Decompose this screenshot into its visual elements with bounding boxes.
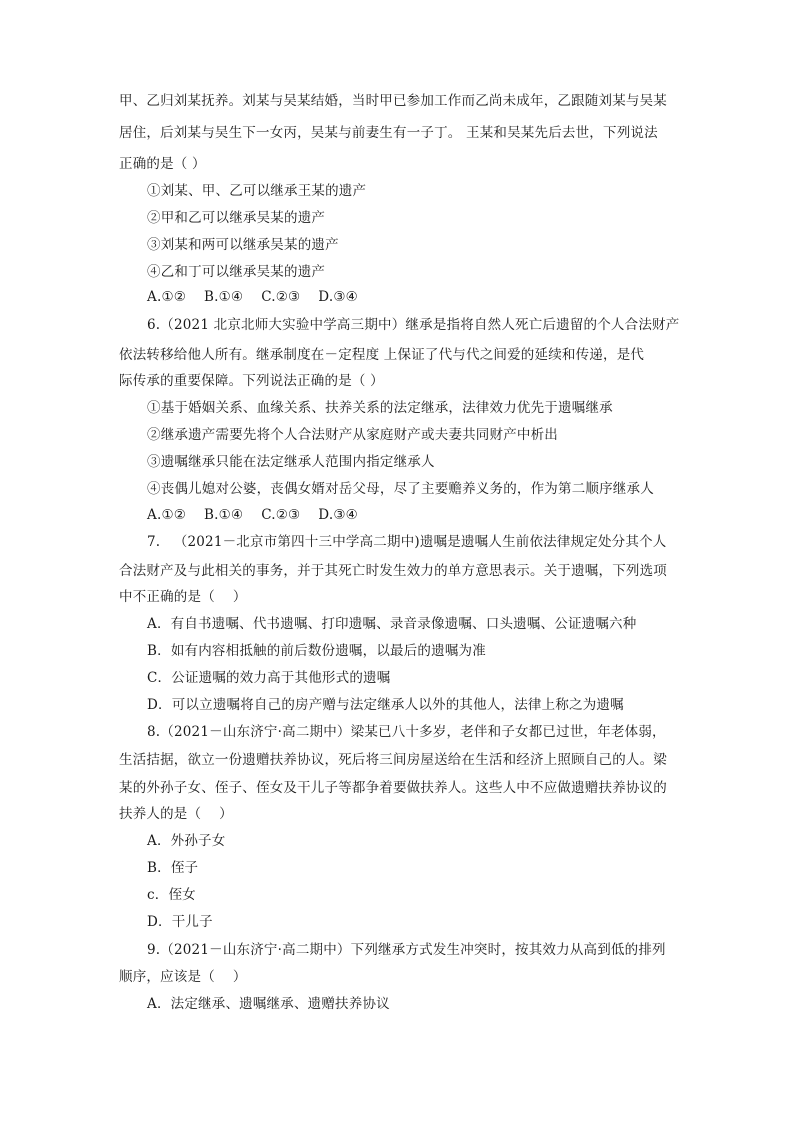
q7-option-b: B．如有内容相抵触的前后数份遗嘱，以最后的遗嘱为准 [147,643,486,659]
q8-option-c: c．侄女 [147,887,196,903]
q5-statement-1: ①刘某、甲、乙可以继承王某的遗产 [147,183,367,199]
q8-option-b: B．侄子 [147,860,199,876]
q6-stem-line-1: 6.（2021 北京北师大实验中学高三期中）继承是指将自然人死亡后遗留的个人合法财产 [147,317,680,333]
q5-options: A.①② B.①④ C.②③ D.③④ [147,289,358,305]
q5-statement-4: ④乙和丁可以继承吴某的遗产 [147,264,326,280]
q6-statement-2: ②继承遗产需要先将个人合法财产从家庭财产或夫妻共同财产中析出 [147,427,558,443]
q6-statement-4: ④丧偶儿媳对公婆，丧偶女婿对岳父母，尽了主要赡养义务的，作为第二顺序继承人 [147,481,654,497]
q7-option-a: A．有自书遗嘱、代书遗嘱、打印遗嘱、录音录像遗嘱、口头遗嘱、公证遗嘱六种 [147,616,637,632]
q7-option-d: D．可以立遗嘱将自己的房产赠与法定继承人以外的其他人，法律上称之为遗嘱 [147,697,624,713]
q8-stem-line-1: 8.（2021－山东济宁·高二期中）梁某已八十多岁，老伴和子女都已过世，年老体弱， [147,724,666,740]
q6-statement-3: ③遗嘱继承只能在法定继承人范围内指定继承人 [147,454,435,470]
q7-stem-line-2: 合法财产及与此相关的事务，并于其死亡时发生效力的单方意思表示。关于遗嘱，下列选项 [119,563,667,579]
q8-stem-line-4: 扶养人的是（ ） [119,806,233,822]
q8-option-d: D．干儿子 [147,914,213,930]
q8-stem-line-2: 生活拮据，欲立一份遗赠扶养协议，死后将三间房屋送给在生活和经济上照顾自己的人。梁 [119,752,667,768]
q5-statement-3: ③刘某和两可以继承吴某的遗产 [147,237,339,253]
q8-stem-line-3: 某的外孙子女、侄子、侄女及干儿子等都争着要做扶养人。这些人中不应做遗赠扶养协议的 [119,780,667,796]
q7-stem-line-3: 中不正确的是（ ） [119,589,247,605]
q9-stem-line-2: 顺序，应该是（ ） [119,969,247,985]
q6-stem-line-2: 依法转移给他人所有。继承制度在－定程度 上保证了代与代之间爱的延续和传递，是代 [119,347,645,363]
q5-stem-line-1: 甲、乙归刘某抚养。刘某与吴某结婚，当时甲已参加工作而乙尚未成年，乙跟随刘某与吴某 [119,93,667,109]
q9-option-a: A．法定继承、遗嘱继承、遗赠扶养协议 [147,996,390,1012]
q7-stem-line-1: 7. （2021－北京市第四十三中学高二期中)遗嘱是遗嘱人生前依法律规定处分其个人 [147,534,667,550]
q9-stem-line-1: 9.（2021－山东济宁·高二期中）下列继承方式发生冲突时，按其效力从高到低的排列 [147,942,666,958]
q6-statement-1: ①基于婚姻关系、血缘关系、扶养关系的法定继承，法律效力优先于遗嘱继承 [147,400,613,416]
q7-option-c: C．公证遗嘱的效力高于其他形式的遗嘱 [147,670,391,686]
q8-option-a: A．外孙子女 [147,833,226,849]
q5-stem-line-3: 正确的是（ ） [119,156,206,172]
q6-options: A.①② B.①④ C.②③ D.③④ [147,507,358,523]
q5-statement-2: ②甲和乙可以继承吴某的遗产 [147,210,326,226]
q6-stem-line-3: 际传承的重要保障。下列说法正确的是（ ） [119,373,384,389]
q5-stem-line-2: 居住，后刘某与吴生下一女丙，吴某与前妻生有一子丁。 王某和吴某先后去世，下列说法 [119,125,658,141]
